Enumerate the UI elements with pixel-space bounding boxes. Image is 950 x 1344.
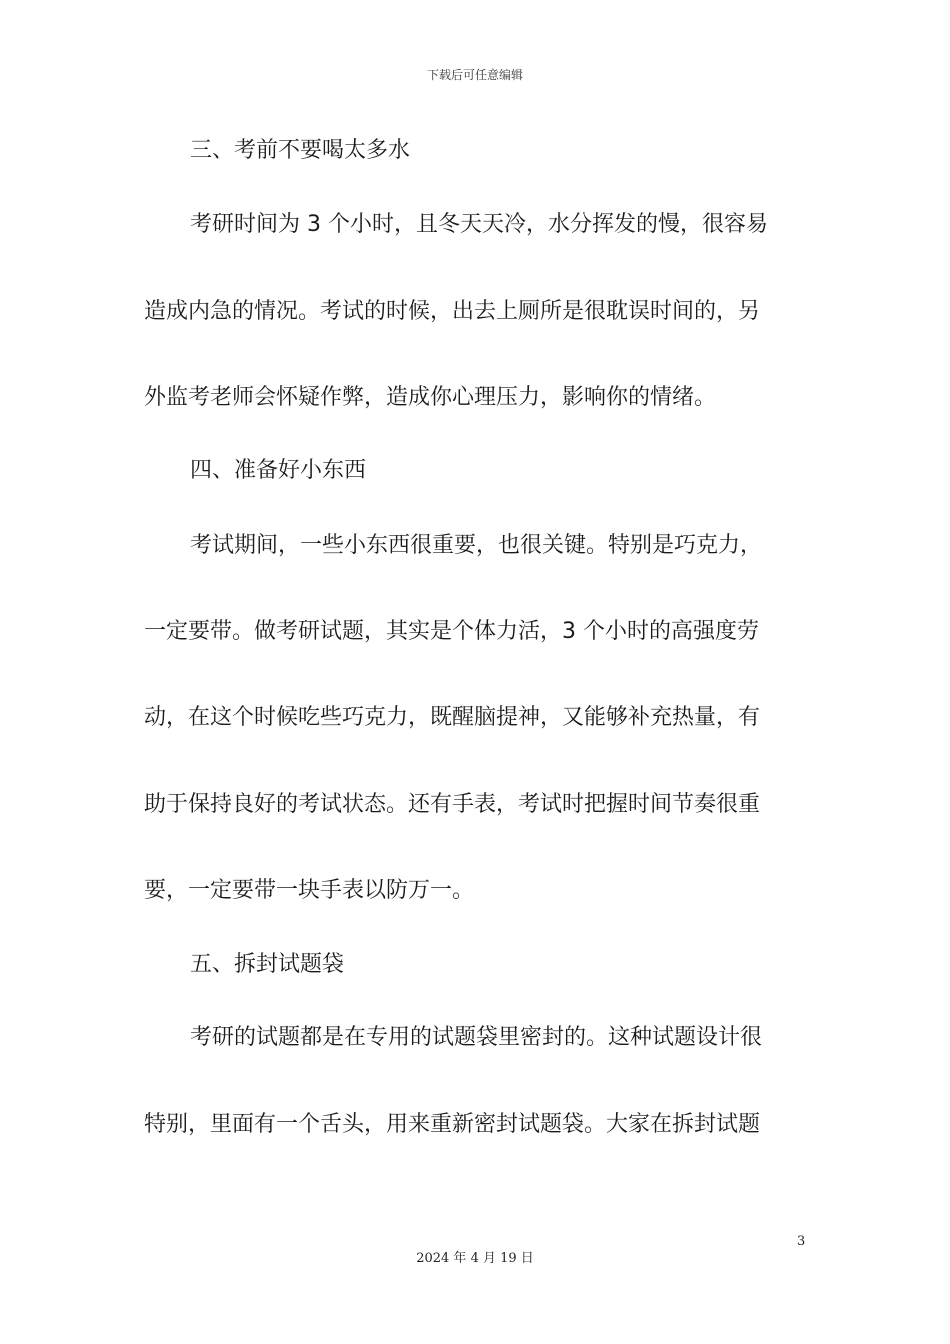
paragraph-line: 要，一定要带一块手表以防万一。 [144,878,475,903]
paragraph-line: 动，在这个时候吃些巧克力，既醒脑提神，又能够补充热量，有 [144,705,761,730]
footer-date: 2024 年 4 月 19 日 [416,1251,534,1266]
paragraph-line: 助于保持良好的考试状态。还有手表，考试时把握时间节奏很重 [144,792,761,817]
section-heading-4: 四、准备好小东西 [190,458,367,483]
page-header: 下载后可任意编辑 [426,68,523,82]
paragraph-line: 考研的试题都是在专用的试题袋里密封的。这种试题设计很 [190,1025,763,1050]
paragraph-line: 造成内急的情况。考试的时候，出去上厕所是很耽误时间的，另 [144,299,761,324]
paragraph-line: 外监考老师会怀疑作弊，造成你心理压力，影响你的情绪。 [144,385,717,410]
page-number: 3 [797,1234,806,1249]
paragraph-line: 一定要带。做考研试题，其实是个体力活，3 个小时的高强度劳 [144,619,759,644]
paragraph-line: 考试期间，一些小东西很重要，也很关键。特别是巧克力， [190,533,763,558]
paragraph-line: 考研时间为 3 个小时，且冬天天冷，水分挥发的慢，很容易 [190,212,768,237]
section-heading-5: 五、拆封试题袋 [190,952,345,977]
paragraph-line: 特别，里面有一个舌头，用来重新密封试题袋。大家在拆封试题 [144,1112,761,1137]
section-heading-3: 三、考前不要喝太多水 [190,138,411,163]
